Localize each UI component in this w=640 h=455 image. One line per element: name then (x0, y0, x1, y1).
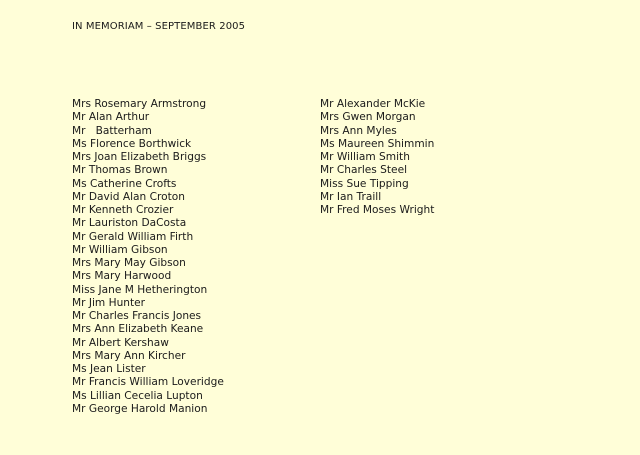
name-entry: Mrs Rosemary Armstrong (72, 98, 207, 110)
name-entry: Mr Ian Traill (320, 190, 382, 203)
name-entry: Mrs Joan Elizabeth Briggs (72, 151, 207, 163)
name-entry: Mr Francis William Loveridge (72, 376, 224, 389)
name-entry: Mrs Gwen Morgan (320, 111, 416, 124)
name-entry: Mr Alexander McKie (320, 98, 426, 110)
name-entry: Mr Fred Moses Wright (320, 204, 435, 216)
name-entry: Mr David Alan Croton (72, 190, 185, 203)
name-entry: Mr William Gibson (72, 243, 168, 256)
name-entry: Ms Jean Lister (72, 363, 146, 375)
name-entry: Miss Jane M Hetherington (72, 283, 208, 296)
name-entry: Ms Maureen Shimmin (320, 137, 435, 150)
page-title: IN MEMORIAM – SEPTEMBER 2005 (72, 21, 246, 32)
name-entry: Ms Florence Borthwick (72, 137, 192, 150)
name-entry: Mr Gerald William Firth (72, 230, 194, 243)
name-entry: Mr Albert Kershaw (72, 336, 169, 349)
name-entry: Mr Lauriston DaCosta (72, 217, 187, 230)
name-entry: Miss Sue Tipping (320, 177, 409, 190)
name-entry: Mr Jim Hunter (72, 296, 146, 309)
name-entry: Mrs Mary Ann Kircher (72, 349, 186, 362)
name-entry: Mrs Mary May Gibson (72, 257, 186, 269)
name-entry: Ms Lillian Cecelia Lupton (72, 389, 203, 402)
name-list-right (320, 98, 434, 217)
name-entry: Mr Kenneth Crozier (72, 204, 174, 216)
name-entry: Mr William Smith (320, 151, 410, 163)
name-entry: Mr Charles Steel (320, 164, 408, 177)
name-entry: Mrs Ann Elizabeth Keane (72, 323, 204, 336)
name-entry: Mr George Harold Manion (72, 402, 208, 415)
name-entry: Mr Thomas Brown (72, 164, 168, 177)
name-entry: Mr Batterham (72, 124, 152, 137)
name-list-left (72, 98, 224, 416)
name-entry: Mrs Ann Myles (320, 124, 397, 137)
name-entry: Mrs Mary Harwood (72, 270, 172, 283)
name-entry: Mr Charles Francis Jones (72, 310, 202, 322)
name-entry: Ms Catherine Crofts (72, 177, 177, 190)
name-entry: Mr Alan Arthur (72, 111, 150, 124)
